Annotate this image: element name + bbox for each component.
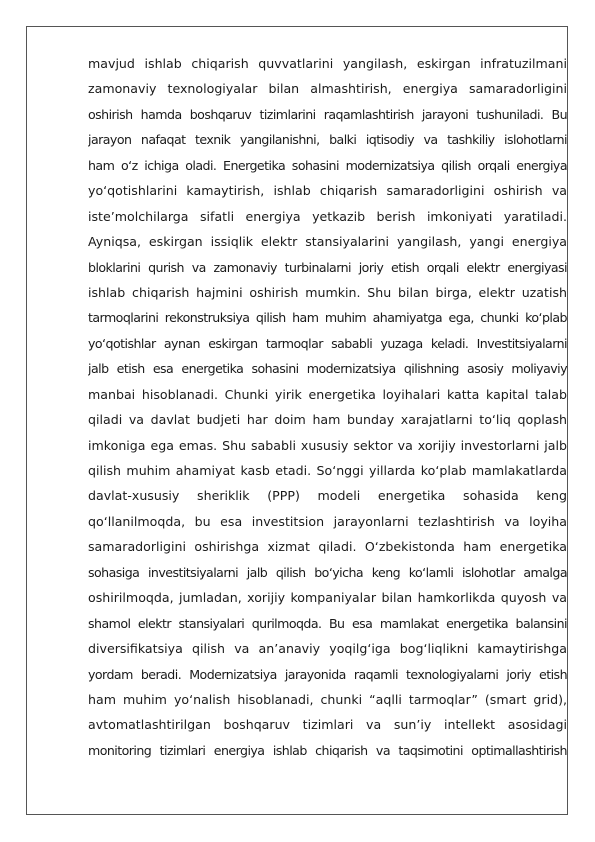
text-line: iste’molchilarga sifatli energiya yetkazib berish imkoniyati yaratiladi.: [88, 208, 567, 224]
text-line: oshirish hamda boshqaruv tizimlarini raqamlashtirish jarayoni tushuniladi. Bu: [88, 106, 567, 122]
text-line: bloklarini qurish va zamonaviy turbinalarni joriy etish orqali elektr energiyasi: [88, 259, 567, 275]
text-line: manbai hisoblanadi. Chunki yirik energetika loyihalari katta kapital talab: [88, 386, 567, 402]
text-line: jarayon nafaqat texnik yangilanishni, balki iqtisodiy va tashkiliy islohotlarni: [88, 132, 567, 148]
text-line: avtomatlashtirilgan boshqaruv tizimlari va sun’iy intellekt asosidagi: [88, 717, 567, 733]
text-line: sohasiga investitsiyalarni jalb qilish bo‘yicha keng ko‘lamli islohotlar amalga: [88, 564, 567, 580]
text-line: diversifikatsiya qilish va an’anaviy yoqilg‘iga bog‘liqlikni kamaytirishga: [88, 641, 567, 657]
text-line: qiladi va davlat budjeti har doim ham bunday xarajatlarni to‘liq qoplash: [88, 412, 567, 428]
text-line: ishlab chiqarish hajmini oshirish mumkin. Shu bilan birga, elektr uzatish: [88, 284, 567, 300]
text-line: yo‘qotishlarini kamaytirish, ishlab chiqarish samaradorligini oshirish va: [88, 183, 567, 199]
text-line: ham muhim yo‘nalish hisoblanadi, chunki “aqlli tarmoqlar” (smart grid),: [88, 691, 567, 707]
text-line: zamonaviy texnologiyalar bilan almashtirish, energiya samaradorligini: [88, 81, 567, 97]
text-line: qo‘llanilmoqda, bu esa investitsion jarayonlarni tezlashtirish va loyiha: [88, 513, 567, 529]
text-line: imkoniga ega emas. Shu sababli xususiy sektor va xorijiy investorlarni jalb: [88, 437, 567, 453]
text-line: oshirilmoqda, jumladan, xorijiy kompaniyalar bilan hamkorlikda quyosh va: [88, 590, 567, 606]
text-line: qilish muhim ahamiyat kasb etadi. So‘nggi yillarda ko‘plab mamlakatlarda: [88, 463, 567, 478]
text-line: jalb etish esa energetika sohasini modernizatsiya qilishning asosiy moliyaviy: [88, 361, 567, 377]
body-text: [88, 51, 567, 763]
text-line: yo‘qotishlar aynan eskirgan tarmoqlar sababli yuzaga keladi. Investitsiyalarni: [88, 335, 567, 351]
text-line: samaradorligini oshirishga xizmat qiladi. O‘zbekistonda ham energetika: [88, 539, 567, 555]
text-line: Ayniqsa, eskirgan issiqlik elektr stansiyalarini yangilash, yangi energiya: [88, 234, 567, 250]
text-line: mavjud ishlab chiqarish quvvatlarini yangilash, eskirgan infratuzilmani: [88, 56, 567, 71]
text-line: ham o‘z ichiga oladi. Energetika sohasini modernizatsiya qilish orqali energiya: [88, 157, 567, 173]
text-line: yordam beradi. Modernizatsiya jarayonida raqamli texnologiyalarni joriy etish: [88, 666, 567, 682]
text-line: davlat-xususiy sheriklik (PPP) modeli energetika sohasida keng: [88, 488, 567, 504]
text-line: shamol elektr stansiyalari qurilmoqda. Bu esa mamlakat energetika balansini: [88, 615, 567, 631]
text-line: tarmoqlarini rekonstruksiya qilish ham muhim ahamiyatga ega, chunki ko‘plab: [88, 310, 567, 326]
text-line: monitoring tizimlari energiya ishlab chiqarish va taqsimotini optimallashtirish: [88, 742, 567, 758]
